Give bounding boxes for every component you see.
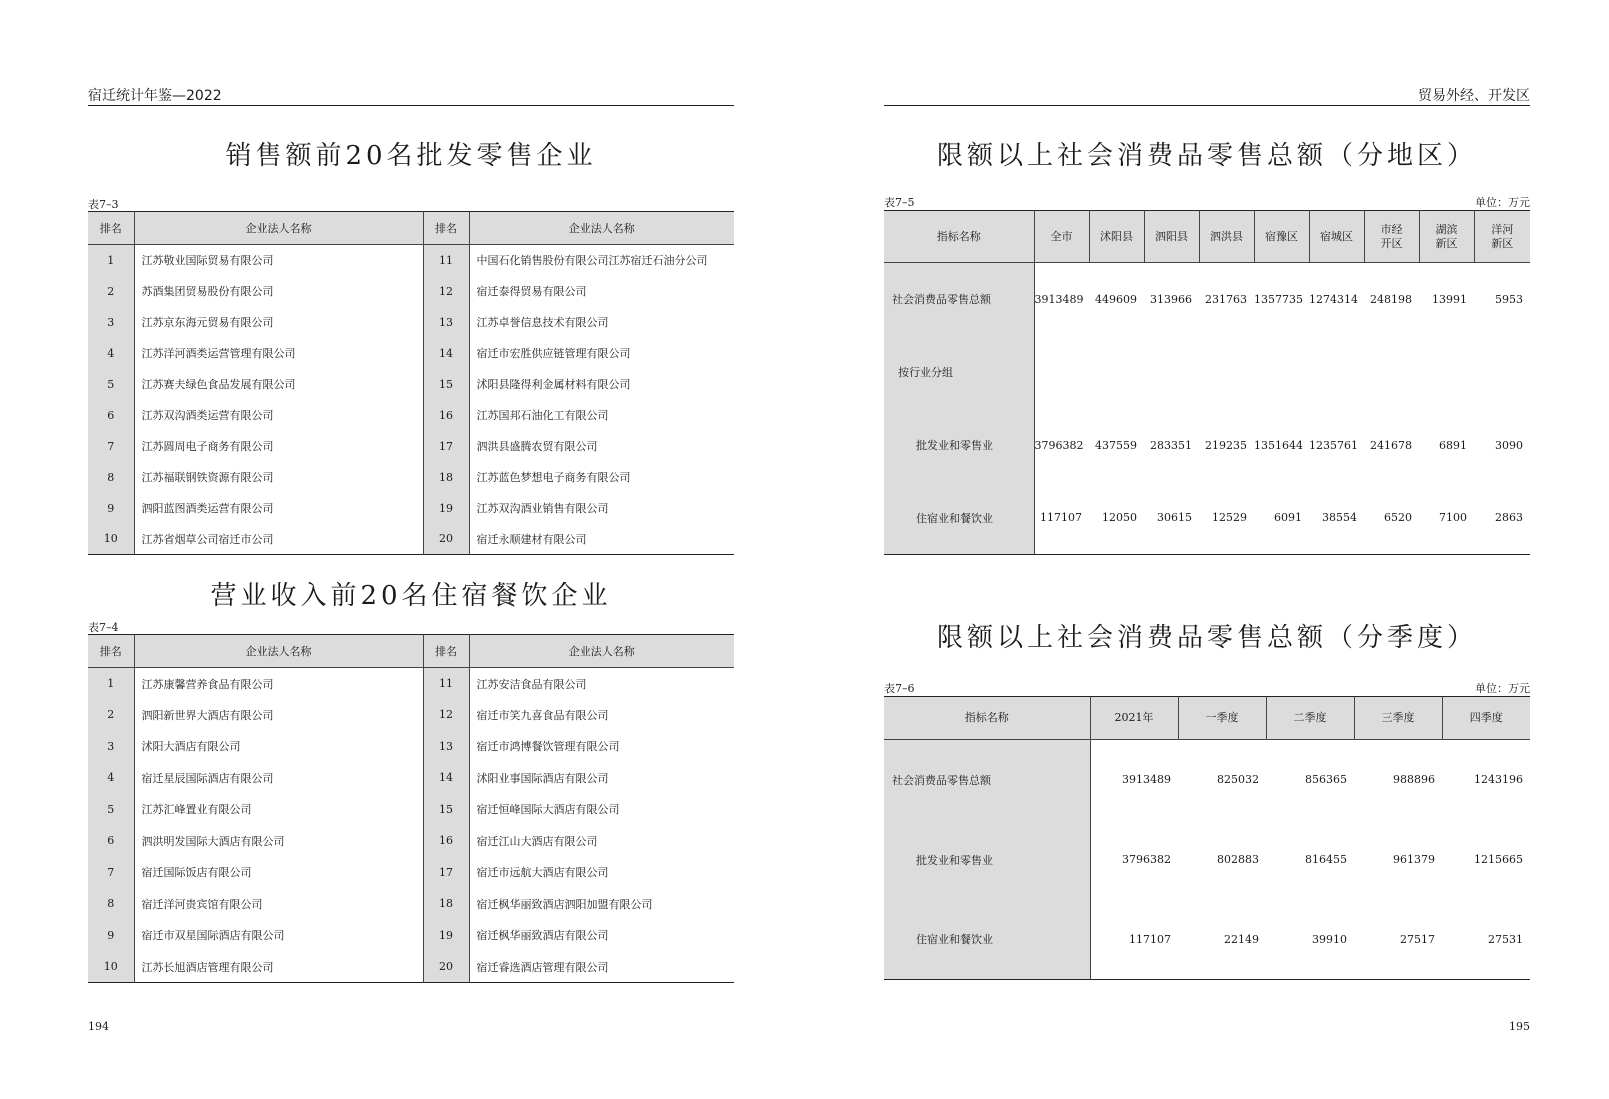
company-name-cell: 宿迁市双星国际酒店有限公司 <box>134 920 423 952</box>
header-period: 四季度 <box>1442 697 1530 740</box>
rank-cell: 6 <box>88 400 134 431</box>
value-cell: 12050 <box>1102 511 1137 525</box>
value-cell: 816455 <box>1305 853 1347 866</box>
rank-cell: 19 <box>423 493 469 524</box>
rank-cell: 18 <box>423 888 469 920</box>
company-name-cell: 中国石化销售股份有限公司江苏宿迁石油分公司 <box>476 254 708 268</box>
rank-cell: 9 <box>88 493 134 524</box>
table-row <box>88 462 734 493</box>
header-region: 泗洪县 <box>1199 211 1254 263</box>
company-name-cell: 江苏长旭酒店管理有限公司 <box>134 951 423 983</box>
value-cell: 3796382 <box>1034 438 1084 452</box>
value-cell <box>1474 336 1530 409</box>
indicator-label: 住宿业和餐饮业 <box>884 900 1090 980</box>
header-company: 企业法人名称 <box>469 635 734 668</box>
company-name-cell: 江苏康馨营养食品有限公司 <box>134 668 423 700</box>
value-cell: 449609 <box>1095 292 1137 306</box>
table-row <box>88 951 734 983</box>
table-row <box>88 920 734 952</box>
value-cell: 1357735 <box>1254 292 1303 306</box>
table-row <box>88 493 734 524</box>
rank-cell: 15 <box>423 369 469 400</box>
company-name-cell: 宿迁睿选酒店管理有限公司 <box>476 960 609 974</box>
value-cell <box>1419 336 1474 409</box>
company-name-cell: 江苏敬业国际贸易有限公司 <box>134 245 423 276</box>
table-7-6-header-row <box>884 697 1530 740</box>
value-cell: 1274314 <box>1309 292 1358 306</box>
running-head: 贸易外经、开发区 <box>884 83 1530 106</box>
table-row <box>884 482 1530 555</box>
value-cell: 6891 <box>1439 438 1467 452</box>
value-cell: 988896 <box>1393 773 1435 787</box>
table-row <box>88 400 734 431</box>
header-period: 一季度 <box>1178 697 1266 740</box>
indicator-label: 批发业和零售业 <box>884 820 1090 900</box>
value-cell: 437559 <box>1095 438 1137 452</box>
table-7-6-title: 限额以上社会消费品零售总额（分季度） <box>936 623 1477 653</box>
rank-cell: 12 <box>423 276 469 307</box>
right-page <box>884 0 1530 1099</box>
company-name-cell: 沭阳县隆得利金属材料有限公司 <box>476 378 631 391</box>
table-row <box>88 825 734 857</box>
table-row <box>88 245 734 276</box>
table-row <box>88 369 734 400</box>
table-7-5-number: 表7–5 <box>884 196 915 209</box>
rank-cell: 15 <box>423 794 469 826</box>
rank-cell: 18 <box>423 462 469 493</box>
value-cell: 856365 <box>1305 773 1347 787</box>
value-cell: 219235 <box>1205 438 1247 452</box>
company-name-cell: 江苏双沟酒类运营有限公司 <box>134 400 423 431</box>
value-cell: 802883 <box>1217 853 1259 866</box>
rank-cell: 12 <box>423 699 469 731</box>
rank-cell: 14 <box>423 338 469 369</box>
rank-cell: 13 <box>423 731 469 763</box>
company-name-cell: 江苏省烟草公司宿迁市公司 <box>134 524 423 555</box>
value-cell: 6520 <box>1384 511 1412 525</box>
value-cell: 248198 <box>1370 292 1412 306</box>
header-region: 宿城区 <box>1309 211 1364 263</box>
rank-cell: 3 <box>88 731 134 763</box>
company-name-cell: 泗洪县盛腾农贸有限公司 <box>476 440 598 453</box>
table-row <box>88 699 734 731</box>
rank-cell: 4 <box>88 762 134 794</box>
company-name-cell: 江苏卓誉信息技术有限公司 <box>476 316 609 329</box>
value-cell: 5953 <box>1495 292 1523 306</box>
indicator-label: 住宿业和餐饮业 <box>884 482 1034 555</box>
table-7-6-unit: 单位：万元 <box>1475 682 1530 695</box>
value-cell: 3090 <box>1495 438 1523 452</box>
page-number: 195 <box>1509 1020 1530 1033</box>
company-name-cell: 江苏京东海元贸易有限公司 <box>134 307 423 338</box>
company-name-cell: 宿迁恒峰国际大酒店有限公司 <box>476 803 620 817</box>
header-region: 市经 开区 <box>1364 211 1419 263</box>
table-row <box>88 857 734 889</box>
rank-cell: 9 <box>88 920 134 952</box>
value-cell <box>1144 336 1199 409</box>
header-rank: 排名 <box>88 212 134 245</box>
header-region: 全市 <box>1034 211 1089 263</box>
table-7-3-title: 销售额前20名批发零售企业 <box>225 141 597 171</box>
table-row <box>884 740 1530 820</box>
table-row <box>88 888 734 920</box>
value-cell <box>1199 336 1254 409</box>
value-cell: 283351 <box>1150 438 1192 452</box>
indicator-label: 社会消费品零售总额 <box>884 740 1090 820</box>
company-name-cell: 江苏国邦石油化工有限公司 <box>476 409 609 422</box>
header-period: 2021年 <box>1090 697 1178 740</box>
header-period: 二季度 <box>1266 697 1354 740</box>
table-row <box>88 524 734 555</box>
table-7-5-title: 限额以上社会消费品零售总额（分地区） <box>936 141 1477 171</box>
table-row <box>88 668 734 700</box>
table-row <box>88 431 734 462</box>
value-cell <box>1034 336 1089 409</box>
header-company: 企业法人名称 <box>134 212 423 245</box>
rank-cell: 17 <box>423 857 469 889</box>
rank-cell: 6 <box>88 825 134 857</box>
company-name-cell: 苏酒集团贸易股份有限公司 <box>134 276 423 307</box>
header-company: 企业法人名称 <box>134 635 423 668</box>
company-name-cell: 江苏蓝色梦想电子商务有限公司 <box>476 471 631 484</box>
company-name-cell: 宿迁市笑九喜食品有限公司 <box>476 708 609 722</box>
value-cell: 231763 <box>1205 292 1247 306</box>
value-cell: 961379 <box>1393 853 1435 866</box>
value-cell <box>1309 336 1364 409</box>
value-cell: 2863 <box>1495 511 1523 525</box>
table-row <box>88 794 734 826</box>
running-head: 宿迁统计年鉴—2022 <box>88 83 734 106</box>
table-7-3-number: 表7–3 <box>88 198 119 211</box>
table-row <box>884 409 1530 482</box>
value-cell: 38554 <box>1322 511 1357 525</box>
rank-cell: 1 <box>88 245 134 276</box>
company-name-cell: 宿迁枫华丽致酒店泗阳加盟有限公司 <box>476 897 653 911</box>
table-row <box>88 307 734 338</box>
value-cell: 6091 <box>1274 511 1302 525</box>
table-row <box>88 731 734 763</box>
rank-cell: 3 <box>88 307 134 338</box>
rank-cell: 1 <box>88 668 134 700</box>
value-cell: 39910 <box>1312 932 1347 946</box>
value-cell: 27531 <box>1488 932 1523 946</box>
value-cell: 3913489 <box>1122 773 1171 787</box>
company-name-cell: 江苏双沟酒业销售有限公司 <box>476 502 609 515</box>
company-name-cell: 宿迁市鸿博餐饮管理有限公司 <box>476 740 620 754</box>
company-name-cell: 宿迁市宏胜供应链管理有限公司 <box>476 347 631 360</box>
table-7-6-number: 表7–6 <box>884 682 915 695</box>
table-7-4 <box>88 634 734 983</box>
header-period: 三季度 <box>1354 697 1442 740</box>
company-name-cell: 泗洪明发国际大酒店有限公司 <box>134 825 423 857</box>
left-page <box>88 0 734 1099</box>
table-7-5 <box>884 210 1530 555</box>
company-name-cell: 宿迁市远航大酒店有限公司 <box>476 866 609 880</box>
rank-cell: 8 <box>88 888 134 920</box>
value-cell: 30615 <box>1157 511 1192 525</box>
rank-cell: 11 <box>423 668 469 700</box>
header-rank: 排名 <box>423 212 469 245</box>
company-name-cell: 泗阳新世界大酒店有限公司 <box>134 699 423 731</box>
value-cell: 13991 <box>1432 292 1467 306</box>
table-7-4-number: 表7–4 <box>88 621 119 634</box>
table-row <box>884 820 1530 900</box>
rank-cell: 4 <box>88 338 134 369</box>
table-7-6 <box>884 696 1530 980</box>
rank-cell: 11 <box>423 245 469 276</box>
header-region: 湖滨 新区 <box>1419 211 1474 263</box>
rank-cell: 13 <box>423 307 469 338</box>
table-row <box>884 900 1530 980</box>
company-name-cell: 宿迁枫华丽致酒店有限公司 <box>476 929 609 943</box>
company-name-cell: 江苏汇峰置业有限公司 <box>134 794 423 826</box>
table-7-5-unit: 单位：万元 <box>1475 196 1530 209</box>
company-name-cell: 宿迁国际饭店有限公司 <box>134 857 423 889</box>
table-row <box>884 263 1530 336</box>
rank-cell: 14 <box>423 762 469 794</box>
table-row <box>884 336 1530 409</box>
value-cell: 3913489 <box>1034 292 1084 306</box>
header-rank: 排名 <box>423 635 469 668</box>
company-name-cell: 宿迁星辰国际酒店有限公司 <box>134 762 423 794</box>
header-region: 泗阳县 <box>1144 211 1199 263</box>
table-row <box>88 338 734 369</box>
company-name-cell: 沭阳大酒店有限公司 <box>134 731 423 763</box>
value-cell: 3796382 <box>1122 853 1171 866</box>
header-indicator: 指标名称 <box>884 211 1034 263</box>
rank-cell: 19 <box>423 920 469 952</box>
company-name-cell: 沭阳业事国际酒店有限公司 <box>476 771 609 785</box>
rank-cell: 5 <box>88 794 134 826</box>
value-cell: 7100 <box>1439 511 1467 525</box>
company-name-cell: 宿迁永顺建材有限公司 <box>476 532 587 546</box>
rank-cell: 20 <box>423 951 469 983</box>
company-name-cell: 江苏赛夫绿色食品发展有限公司 <box>134 369 423 400</box>
value-cell: 825032 <box>1217 773 1259 787</box>
rank-cell: 16 <box>423 825 469 857</box>
header-rank: 排名 <box>88 635 134 668</box>
header-indicator: 指标名称 <box>884 697 1090 740</box>
value-cell: 1215665 <box>1474 853 1523 866</box>
value-cell <box>1254 336 1309 409</box>
company-name-cell: 宿迁江山大酒店有限公司 <box>476 834 598 848</box>
company-name-cell: 江苏洋河酒类运营管理有限公司 <box>134 338 423 369</box>
table-7-4-title: 营业收入前20名住宿餐饮企业 <box>210 581 612 611</box>
rank-cell: 5 <box>88 369 134 400</box>
company-name-cell: 宿迁泰得贸易有限公司 <box>476 285 587 298</box>
company-name-cell: 江苏安洁食品有限公司 <box>476 677 587 691</box>
company-name-cell: 江苏圆周电子商务有限公司 <box>134 431 423 462</box>
indicator-label: 按行业分组 <box>884 336 1034 409</box>
rank-cell: 2 <box>88 699 134 731</box>
company-name-cell: 江苏福联钢铁资源有限公司 <box>134 462 423 493</box>
value-cell: 27517 <box>1400 932 1435 946</box>
rank-cell: 17 <box>423 431 469 462</box>
rank-cell: 7 <box>88 431 134 462</box>
table-7-5-header-row <box>884 211 1530 263</box>
value-cell <box>1089 336 1144 409</box>
value-cell: 1243196 <box>1474 773 1523 787</box>
rank-cell: 10 <box>88 524 134 555</box>
value-cell: 1235761 <box>1309 438 1358 452</box>
value-cell: 22149 <box>1224 932 1259 946</box>
header-region: 宿豫区 <box>1254 211 1309 263</box>
table-7-3 <box>88 211 734 555</box>
table-row <box>88 762 734 794</box>
rank-cell: 8 <box>88 462 134 493</box>
page-number: 194 <box>88 1020 109 1033</box>
indicator-label: 批发业和零售业 <box>884 409 1034 482</box>
rank-cell: 16 <box>423 400 469 431</box>
indicator-label: 社会消费品零售总额 <box>884 263 1034 336</box>
rank-cell: 7 <box>88 857 134 889</box>
value-cell <box>1364 336 1419 409</box>
value-cell: 313966 <box>1150 292 1192 306</box>
rank-cell: 10 <box>88 951 134 983</box>
rank-cell: 20 <box>423 524 469 555</box>
header-region: 洋河 新区 <box>1474 211 1530 263</box>
value-cell: 241678 <box>1370 438 1412 452</box>
value-cell: 117107 <box>1129 932 1171 946</box>
rank-cell: 2 <box>88 276 134 307</box>
company-name-cell: 宿迁洋河贵宾馆有限公司 <box>134 888 423 920</box>
value-cell: 12529 <box>1212 511 1247 525</box>
value-cell: 117107 <box>1040 511 1082 525</box>
header-region: 沭阳县 <box>1089 211 1144 263</box>
value-cell: 1351644 <box>1254 438 1303 452</box>
header-company: 企业法人名称 <box>469 212 734 245</box>
table-row <box>88 276 734 307</box>
company-name-cell: 泗阳蓝图酒类运营有限公司 <box>134 493 423 524</box>
